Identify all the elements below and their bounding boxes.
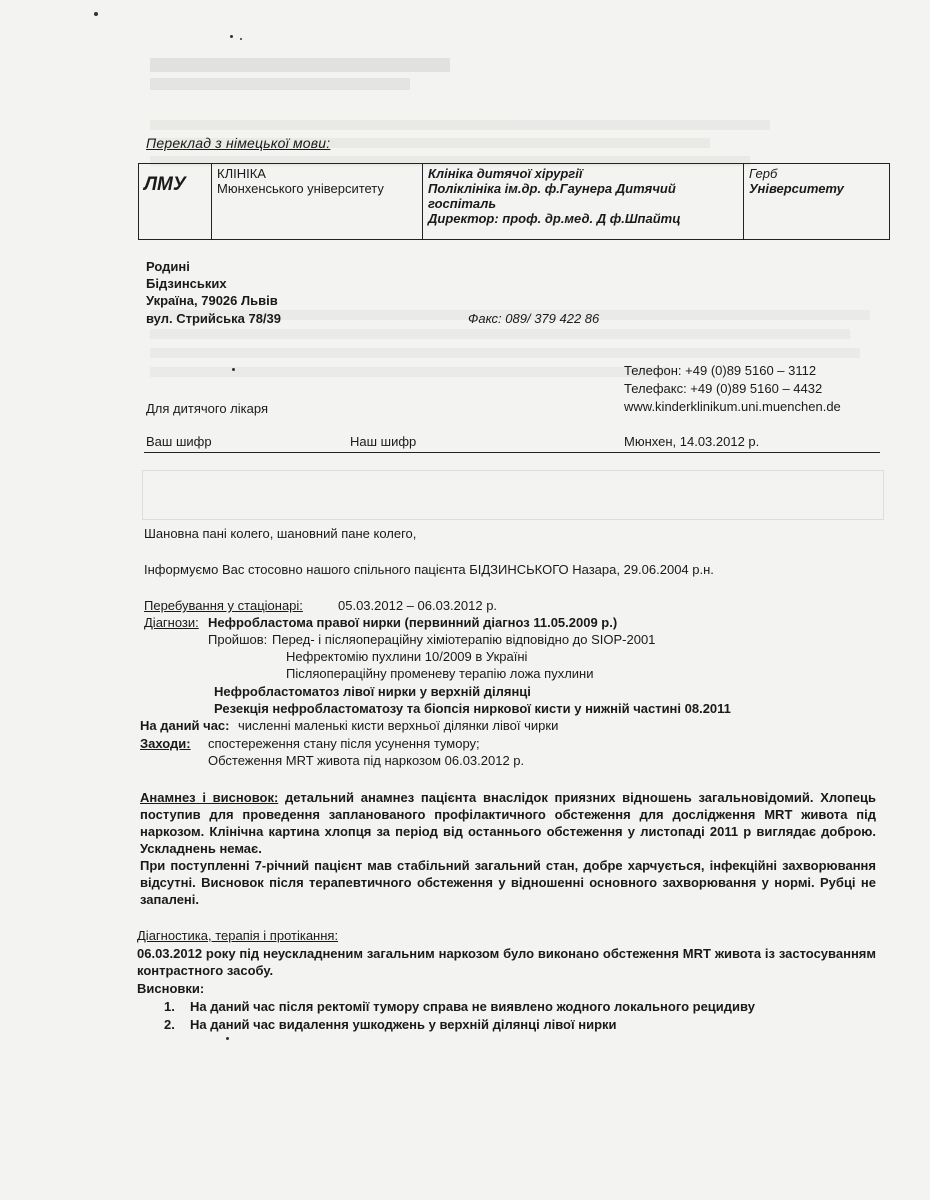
contact-telefax: Телефакс: +49 (0)89 5160 – 4432 (624, 381, 823, 396)
diagnoses-value: Нефробластома правої нирки (первинний діагноз 11.05.2009 р.) (208, 615, 618, 630)
conclusion-1: На даний час після ректомії тумору справа не виявлено жодного локального рецидиву (190, 999, 755, 1014)
department-line-2: Поліклініка ім.др. ф.Гаунера Дитячий (428, 181, 676, 196)
conclusion-2: На даний час видалення ушкоджень у верхній ділянці лівої нирки (190, 1017, 617, 1032)
recipient-line-2: Бідзинських (146, 276, 227, 291)
department-line-3: госпіталь (428, 196, 497, 211)
current-label: На даний час: (140, 718, 230, 733)
scan-speck (240, 38, 242, 40)
conclusion-2-number: 2. (164, 1017, 175, 1032)
letter-date: Мюнхен, 14.03.2012 р. (624, 434, 760, 449)
stay-label: Перебування у стаціонарі: (144, 598, 303, 613)
scan-speck (232, 368, 235, 371)
measures-item-2: Обстеження MRT живота під наркозом 06.03.2012 р. (208, 753, 525, 768)
recipient-line-3: Україна, 79026 Львів (146, 293, 278, 308)
your-reference: Ваш шифр (146, 434, 212, 449)
lmu-logo-cell (139, 164, 212, 240)
greeting: Шановна пані колего, шановний пане колего, (144, 526, 417, 541)
fax-number: Факс: 089/ 379 422 86 (468, 311, 600, 326)
our-reference: Наш шифр (350, 434, 417, 449)
coat-label: Герб (749, 166, 778, 181)
measures-label: Заходи: (140, 736, 191, 751)
therapy-paragraph: 06.03.2012 року під неускладненим загальним наркозом було виконано обстеження MRT живота із застосуванням контрастного засобу. (137, 946, 876, 978)
scan-speck (226, 1037, 229, 1040)
clinic-subtitle: Мюнхенського університету (217, 181, 384, 196)
department-line-1: Клініка дитячої хірургії (428, 166, 583, 181)
director-line: Директор: проф. др.мед. Д ф.Шпайтц (428, 211, 681, 226)
coat-label-2: Університету (749, 181, 844, 196)
contact-website: www.kinderklinikum.uni.muenchen.de (624, 399, 841, 414)
therapy-label: Діагностика, терапія і протікання: (137, 928, 339, 943)
admission-paragraph: При поступленні 7-річний пацієнт мав стабільний загальний стан, добре харчується, інфекційні захворювання відсутні. Висновок після терапевтичного обстеження у відношенні основного захворювання у нормі. Рубці не запалені. (140, 858, 876, 907)
passed-item-2: Нефректомію пухлини 10/2009 в Україні (286, 649, 528, 664)
passed-item-1: Перед- і післяопераційну хіміотерапію відповідно до SIOP-2001 (272, 632, 656, 647)
clinic-cell (212, 164, 423, 240)
anamnesis-label: Анамнез і висновок: (140, 790, 279, 805)
reference-rule (144, 452, 880, 453)
contact-phone: Телефон: +49 (0)89 5160 – 3112 (624, 363, 817, 378)
bleed-through-box (142, 470, 884, 520)
passed-item-3: Післяопераційну променеву терапію ложа пухлини (286, 666, 594, 681)
translation-heading: Переклад з німецької мови: (146, 135, 331, 151)
doctor-line: Для дитячого лікаря (146, 401, 268, 416)
nephroblastomatosis-line: Нефробластоматоз лівої нирки у верхній ділянці (214, 684, 531, 699)
inform-line: Інформуємо Вас стосовно нашого спільного пацієнта БІДЗИНСЬКОГО Назара, 29.06.2004 р.н. (144, 562, 714, 577)
current-value: численні маленькі кисти верхньої ділянки лівої чирки (238, 718, 559, 733)
anamnesis-text: детальний анамнез пацієнта внаслідок приязних відношень загальновідомий. Хлопець поступив для проведення запланованого профілактичного обстеження для дослідження MRT живота під наркозом. Клінічна картина хлопця за період від останнього обстеження у листопаді 2011 р виглядає доброю. Ускладнень немає. (140, 790, 876, 856)
scan-speck (94, 12, 98, 16)
diagnoses-label: Діагнози: (144, 615, 199, 630)
resection-line: Резекція нефробластоматозу та біопсія ниркової кисти у нижній частині 08.2011 (214, 701, 731, 716)
coat-cell (744, 164, 890, 240)
conclusion-1-number: 1. (164, 999, 175, 1014)
lmu-logo: ЛМУ (144, 174, 186, 195)
scan-speck (230, 35, 233, 38)
recipient-line-4: вул. Стрийська 78/39 (146, 311, 281, 326)
measures-item-1: спостереження стану після усунення тумору; (208, 736, 480, 751)
department-cell (423, 164, 744, 240)
clinic-title: КЛІНІКА (217, 166, 266, 181)
anamnesis-paragraph (140, 789, 876, 857)
stay-value: 05.03.2012 – 06.03.2012 р. (338, 598, 498, 613)
conclusions-label: Висновки: (137, 981, 205, 996)
passed-label: Пройшов: (208, 632, 268, 647)
recipient-line-1: Родині (146, 259, 190, 274)
letterhead-table (138, 163, 890, 240)
